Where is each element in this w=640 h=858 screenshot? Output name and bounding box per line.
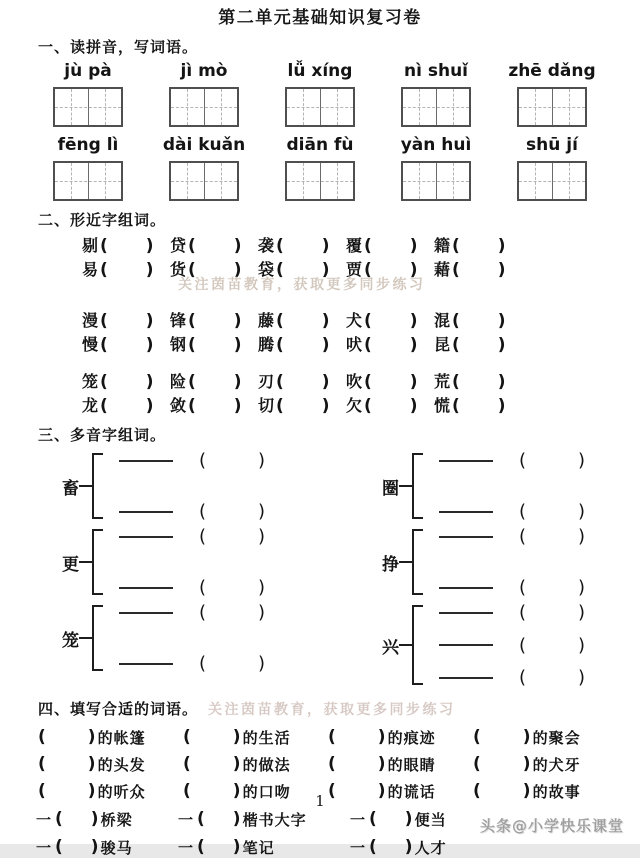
paren-open: ( xyxy=(364,372,372,392)
char-one: 一 xyxy=(350,810,366,829)
bracket xyxy=(92,453,103,519)
paren-close: ) xyxy=(377,754,386,774)
char-label: 刃 xyxy=(258,372,275,391)
phrase-label: 的聚会 xyxy=(532,728,581,747)
paren-close: ) xyxy=(321,335,330,355)
writing-grid xyxy=(285,161,355,201)
paren-close: ) xyxy=(321,236,330,256)
answer-line xyxy=(119,663,173,665)
paren-close: ) xyxy=(258,653,266,674)
bracket-tick xyxy=(79,561,92,563)
paren-open: ( xyxy=(38,727,46,747)
char-label: 货 xyxy=(170,260,187,279)
polyphone-block xyxy=(320,450,640,522)
measure-word-row xyxy=(0,836,640,858)
paren-close: ) xyxy=(404,809,413,829)
similar-char-row xyxy=(0,234,640,258)
paren-open: ( xyxy=(55,837,63,857)
paren-close: ) xyxy=(145,311,154,331)
paren-close: ) xyxy=(90,837,99,857)
paren-open: ( xyxy=(364,236,372,256)
paren-open: ( xyxy=(197,837,205,857)
paren-open: ( xyxy=(100,396,108,416)
paren-open: ( xyxy=(519,667,527,688)
paren-open: ( xyxy=(183,754,191,774)
paren-close: ) xyxy=(522,727,531,747)
paren-open: ( xyxy=(328,754,336,774)
paren-open: ( xyxy=(276,396,284,416)
paren-close: ) xyxy=(258,602,266,623)
paren-open: ( xyxy=(364,260,372,280)
char-label: 藤 xyxy=(258,311,275,330)
paren-close: ) xyxy=(497,260,506,280)
fill-word-row xyxy=(0,726,640,748)
section3-heading: 三、多音字组词。 xyxy=(38,426,167,444)
paren-open: ( xyxy=(364,396,372,416)
answer-line xyxy=(119,511,173,513)
char-label: 籍 xyxy=(434,236,451,255)
pinyin-word: dài kuǎn xyxy=(162,135,246,155)
paren-close: ) xyxy=(321,311,330,331)
paren-open: ( xyxy=(473,727,481,747)
paren-close: ) xyxy=(409,236,418,256)
answer-line xyxy=(439,612,493,614)
paren-close: ) xyxy=(87,754,96,774)
pinyin-word: nì shuǐ xyxy=(404,61,468,81)
paren-open: ( xyxy=(328,727,336,747)
pinyin-word: fēng lì xyxy=(57,135,119,155)
paren-close: ) xyxy=(578,501,586,522)
paren-open: ( xyxy=(199,526,207,547)
char-label: 兴 xyxy=(382,637,399,658)
writing-grid xyxy=(169,87,239,127)
bracket-tick xyxy=(79,637,92,639)
paren-open: ( xyxy=(276,372,284,392)
phrase-label: 人才 xyxy=(414,838,447,857)
writing-grid xyxy=(517,161,587,201)
paren-close: ) xyxy=(233,260,242,280)
paren-open: ( xyxy=(452,372,460,392)
char-label: 慌 xyxy=(434,396,451,415)
paren-open: ( xyxy=(188,335,196,355)
char-label: 贾 xyxy=(346,260,363,279)
paren-open: ( xyxy=(199,577,207,598)
char-label: 腾 xyxy=(258,335,275,354)
phrase-label: 的谎话 xyxy=(387,782,436,801)
similar-char-row xyxy=(0,309,640,333)
paren-open: ( xyxy=(328,781,336,801)
paren-open: ( xyxy=(197,809,205,829)
bracket-tick xyxy=(399,644,412,646)
paren-close: ) xyxy=(578,577,586,598)
paren-close: ) xyxy=(232,781,241,801)
char-label: 挣 xyxy=(382,554,399,575)
paren-open: ( xyxy=(364,335,372,355)
char-label: 覆 xyxy=(346,236,363,255)
answer-line xyxy=(439,536,493,538)
char-one: 一 xyxy=(178,810,194,829)
bracket xyxy=(92,605,103,671)
pinyin-word: yàn huì xyxy=(400,135,472,155)
paren-close: ) xyxy=(409,311,418,331)
paren-open: ( xyxy=(452,311,460,331)
section-pinyin xyxy=(0,36,640,201)
similar-char-row xyxy=(0,370,640,394)
char-label: 袋 xyxy=(258,260,275,279)
paren-open: ( xyxy=(100,260,108,280)
char-label: 贷 xyxy=(170,236,187,255)
paren-open: ( xyxy=(452,335,460,355)
paren-open: ( xyxy=(519,450,527,471)
pinyin-word: zhē dǎng xyxy=(508,61,596,81)
paren-open: ( xyxy=(276,260,284,280)
paren-close: ) xyxy=(87,781,96,801)
paren-open: ( xyxy=(276,311,284,331)
paren-close: ) xyxy=(409,335,418,355)
similar-char-row xyxy=(0,333,640,357)
paren-close: ) xyxy=(578,450,586,471)
char-label: 剔 xyxy=(82,236,99,255)
paren-close: ) xyxy=(321,260,330,280)
phrase-label: 的头发 xyxy=(97,755,146,774)
char-label: 险 xyxy=(170,372,187,391)
writing-grid-row-1 xyxy=(0,87,640,127)
paren-close: ) xyxy=(145,236,154,256)
paren-open: ( xyxy=(100,335,108,355)
char-label: 易 xyxy=(82,260,99,279)
char-label: 欠 xyxy=(346,396,363,415)
phrase-label: 的痕迹 xyxy=(387,728,436,747)
attribution: 头条@小学快乐课堂 xyxy=(479,817,624,835)
paren-close: ) xyxy=(258,526,266,547)
paren-close: ) xyxy=(578,667,586,688)
paren-open: ( xyxy=(519,634,527,656)
paren-close: ) xyxy=(145,260,154,280)
paren-open: ( xyxy=(188,260,196,280)
paren-open: ( xyxy=(519,526,527,547)
phrase-label: 的口吻 xyxy=(242,782,291,801)
paren-open: ( xyxy=(473,781,481,801)
paren-close: ) xyxy=(522,781,531,801)
similar-char-row xyxy=(0,394,640,418)
paren-close: ) xyxy=(232,754,241,774)
paren-open: ( xyxy=(473,754,481,774)
answer-line xyxy=(119,612,173,614)
phrase-label: 的生活 xyxy=(242,728,291,747)
paren-open: ( xyxy=(199,653,207,674)
polyphone-grid xyxy=(0,450,640,688)
answer-line xyxy=(439,644,493,646)
paren-open: ( xyxy=(183,727,191,747)
paren-close: ) xyxy=(232,809,241,829)
paren-close: ) xyxy=(377,727,386,747)
char-label: 混 xyxy=(434,311,451,330)
page-number: 1 xyxy=(315,792,325,810)
phrase-label: 的故事 xyxy=(532,782,581,801)
polyphone-block xyxy=(320,602,640,688)
phrase-label: 的帐篷 xyxy=(97,728,146,747)
char-one: 一 xyxy=(36,810,52,829)
char-one: 一 xyxy=(178,838,194,857)
paren-open: ( xyxy=(188,311,196,331)
paren-open: ( xyxy=(199,501,207,522)
answer-line xyxy=(439,677,493,679)
pinyin-row-1 xyxy=(0,61,640,81)
char-label: 龙 xyxy=(82,396,99,415)
paren-close: ) xyxy=(497,236,506,256)
paren-close: ) xyxy=(377,781,386,801)
paren-close: ) xyxy=(404,837,413,857)
paren-open: ( xyxy=(100,311,108,331)
bracket xyxy=(412,605,423,685)
section4-heading: 四、填写合适的词语。 xyxy=(38,700,199,718)
paren-close: ) xyxy=(497,311,506,331)
bracket xyxy=(412,453,423,519)
phrase-label: 桥梁 xyxy=(100,810,133,829)
paren-open: ( xyxy=(276,335,284,355)
answer-line xyxy=(439,460,493,462)
paren-close: ) xyxy=(90,809,99,829)
section2-heading: 二、形近字组词。 xyxy=(38,211,167,229)
paren-close: ) xyxy=(232,837,241,857)
char-label: 切 xyxy=(258,396,275,415)
char-label: 笼 xyxy=(82,372,99,391)
paren-open: ( xyxy=(55,809,63,829)
char-label: 藉 xyxy=(434,260,451,279)
polyphone-block xyxy=(320,526,640,598)
char-label: 更 xyxy=(62,554,79,575)
paren-close: ) xyxy=(232,727,241,747)
phrase-label: 的做法 xyxy=(242,755,291,774)
paren-open: ( xyxy=(38,781,46,801)
writing-grid xyxy=(285,87,355,127)
paren-close: ) xyxy=(233,335,242,355)
char-label: 畜 xyxy=(62,478,79,499)
char-label: 昆 xyxy=(434,335,451,354)
pinyin-word: shū jí xyxy=(526,135,578,155)
fill-word-row xyxy=(0,753,640,775)
char-label: 漫 xyxy=(82,311,99,330)
char-label: 圈 xyxy=(382,478,399,499)
paren-open: ( xyxy=(38,754,46,774)
paren-close: ) xyxy=(321,372,330,392)
paren-close: ) xyxy=(258,577,266,598)
paren-open: ( xyxy=(276,236,284,256)
paren-open: ( xyxy=(199,602,207,623)
char-label: 犬 xyxy=(346,311,363,330)
paren-close: ) xyxy=(145,335,154,355)
section-polyphones xyxy=(0,424,640,688)
paren-close: ) xyxy=(497,396,506,416)
paren-close: ) xyxy=(87,727,96,747)
char-label: 吠 xyxy=(346,335,363,354)
paren-open: ( xyxy=(519,577,527,598)
pinyin-row-2 xyxy=(0,135,640,155)
watermark: 关注茵苗教育，获取更多同步练习 xyxy=(208,702,456,718)
paren-close: ) xyxy=(409,260,418,280)
paren-close: ) xyxy=(233,372,242,392)
bracket xyxy=(92,529,103,595)
writing-grid xyxy=(517,87,587,127)
char-label: 袭 xyxy=(258,236,275,255)
paren-close: ) xyxy=(321,396,330,416)
phrase-label: 的犬牙 xyxy=(532,755,581,774)
paren-open: ( xyxy=(183,781,191,801)
writing-grid xyxy=(401,87,471,127)
answer-line xyxy=(119,536,173,538)
paren-open: ( xyxy=(199,450,207,471)
paren-close: ) xyxy=(258,501,266,522)
paren-close: ) xyxy=(409,372,418,392)
phrase-label: 的听众 xyxy=(97,782,146,801)
watermark: 关注茵苗教育，获取更多同步练习 xyxy=(178,277,426,293)
writing-grid xyxy=(401,161,471,201)
char-label: 敛 xyxy=(170,396,187,415)
paren-open: ( xyxy=(188,372,196,392)
paren-open: ( xyxy=(369,809,377,829)
phrase-label: 骏马 xyxy=(100,838,133,857)
bracket xyxy=(412,529,423,595)
paren-open: ( xyxy=(369,837,377,857)
section-similar-chars xyxy=(0,209,640,418)
polyphone-block xyxy=(0,602,320,674)
paren-open: ( xyxy=(100,372,108,392)
char-one: 一 xyxy=(36,838,52,857)
phrase-label: 便当 xyxy=(414,810,447,829)
pinyin-word: jù pà xyxy=(64,61,112,81)
paren-close: ) xyxy=(233,311,242,331)
answer-line xyxy=(439,587,493,589)
answer-line xyxy=(119,587,173,589)
pinyin-word: diān fù xyxy=(286,135,354,155)
paren-close: ) xyxy=(578,526,586,547)
pinyin-word: jì mò xyxy=(180,61,228,81)
bracket-tick xyxy=(399,561,412,563)
paren-open: ( xyxy=(519,501,527,522)
paren-open: ( xyxy=(452,236,460,256)
phrase-label: 的眼睛 xyxy=(387,755,436,774)
phrase-label: 楷书大字 xyxy=(242,810,307,829)
paren-open: ( xyxy=(452,396,460,416)
pinyin-word: lǚ xíng xyxy=(287,61,353,81)
writing-grid xyxy=(53,87,123,127)
paren-open: ( xyxy=(452,260,460,280)
paren-close: ) xyxy=(145,396,154,416)
char-label: 荒 xyxy=(434,372,451,391)
paren-close: ) xyxy=(145,372,154,392)
char-label: 锋 xyxy=(170,311,187,330)
paren-open: ( xyxy=(188,236,196,256)
bracket-tick xyxy=(79,485,92,487)
polyphone-block xyxy=(0,526,320,598)
char-label: 钢 xyxy=(170,335,187,354)
paren-close: ) xyxy=(409,396,418,416)
phrase-label: 笔记 xyxy=(242,838,275,857)
paren-close: ) xyxy=(233,396,242,416)
page-title: 第二单元基础知识复习卷 xyxy=(218,8,422,28)
paren-close: ) xyxy=(522,754,531,774)
paren-open: ( xyxy=(364,311,372,331)
section1-heading: 一、读拼音，写词语。 xyxy=(38,38,199,56)
answer-line xyxy=(119,460,173,462)
answer-line xyxy=(439,511,493,513)
char-one: 一 xyxy=(350,838,366,857)
char-label: 慢 xyxy=(82,335,99,354)
paren-open: ( xyxy=(100,236,108,256)
paren-close: ) xyxy=(497,335,506,355)
paren-close: ) xyxy=(258,450,266,471)
polyphone-block xyxy=(0,450,320,522)
paren-open: ( xyxy=(519,602,527,623)
char-label: 笼 xyxy=(62,630,79,651)
paren-open: ( xyxy=(188,396,196,416)
writing-grid xyxy=(169,161,239,201)
writing-grid-row-2 xyxy=(0,161,640,201)
paren-close: ) xyxy=(578,602,586,623)
paren-close: ) xyxy=(497,372,506,392)
char-label: 吹 xyxy=(346,372,363,391)
bracket-tick xyxy=(399,485,412,487)
paren-close: ) xyxy=(578,634,586,656)
writing-grid xyxy=(53,161,123,201)
paren-close: ) xyxy=(233,236,242,256)
